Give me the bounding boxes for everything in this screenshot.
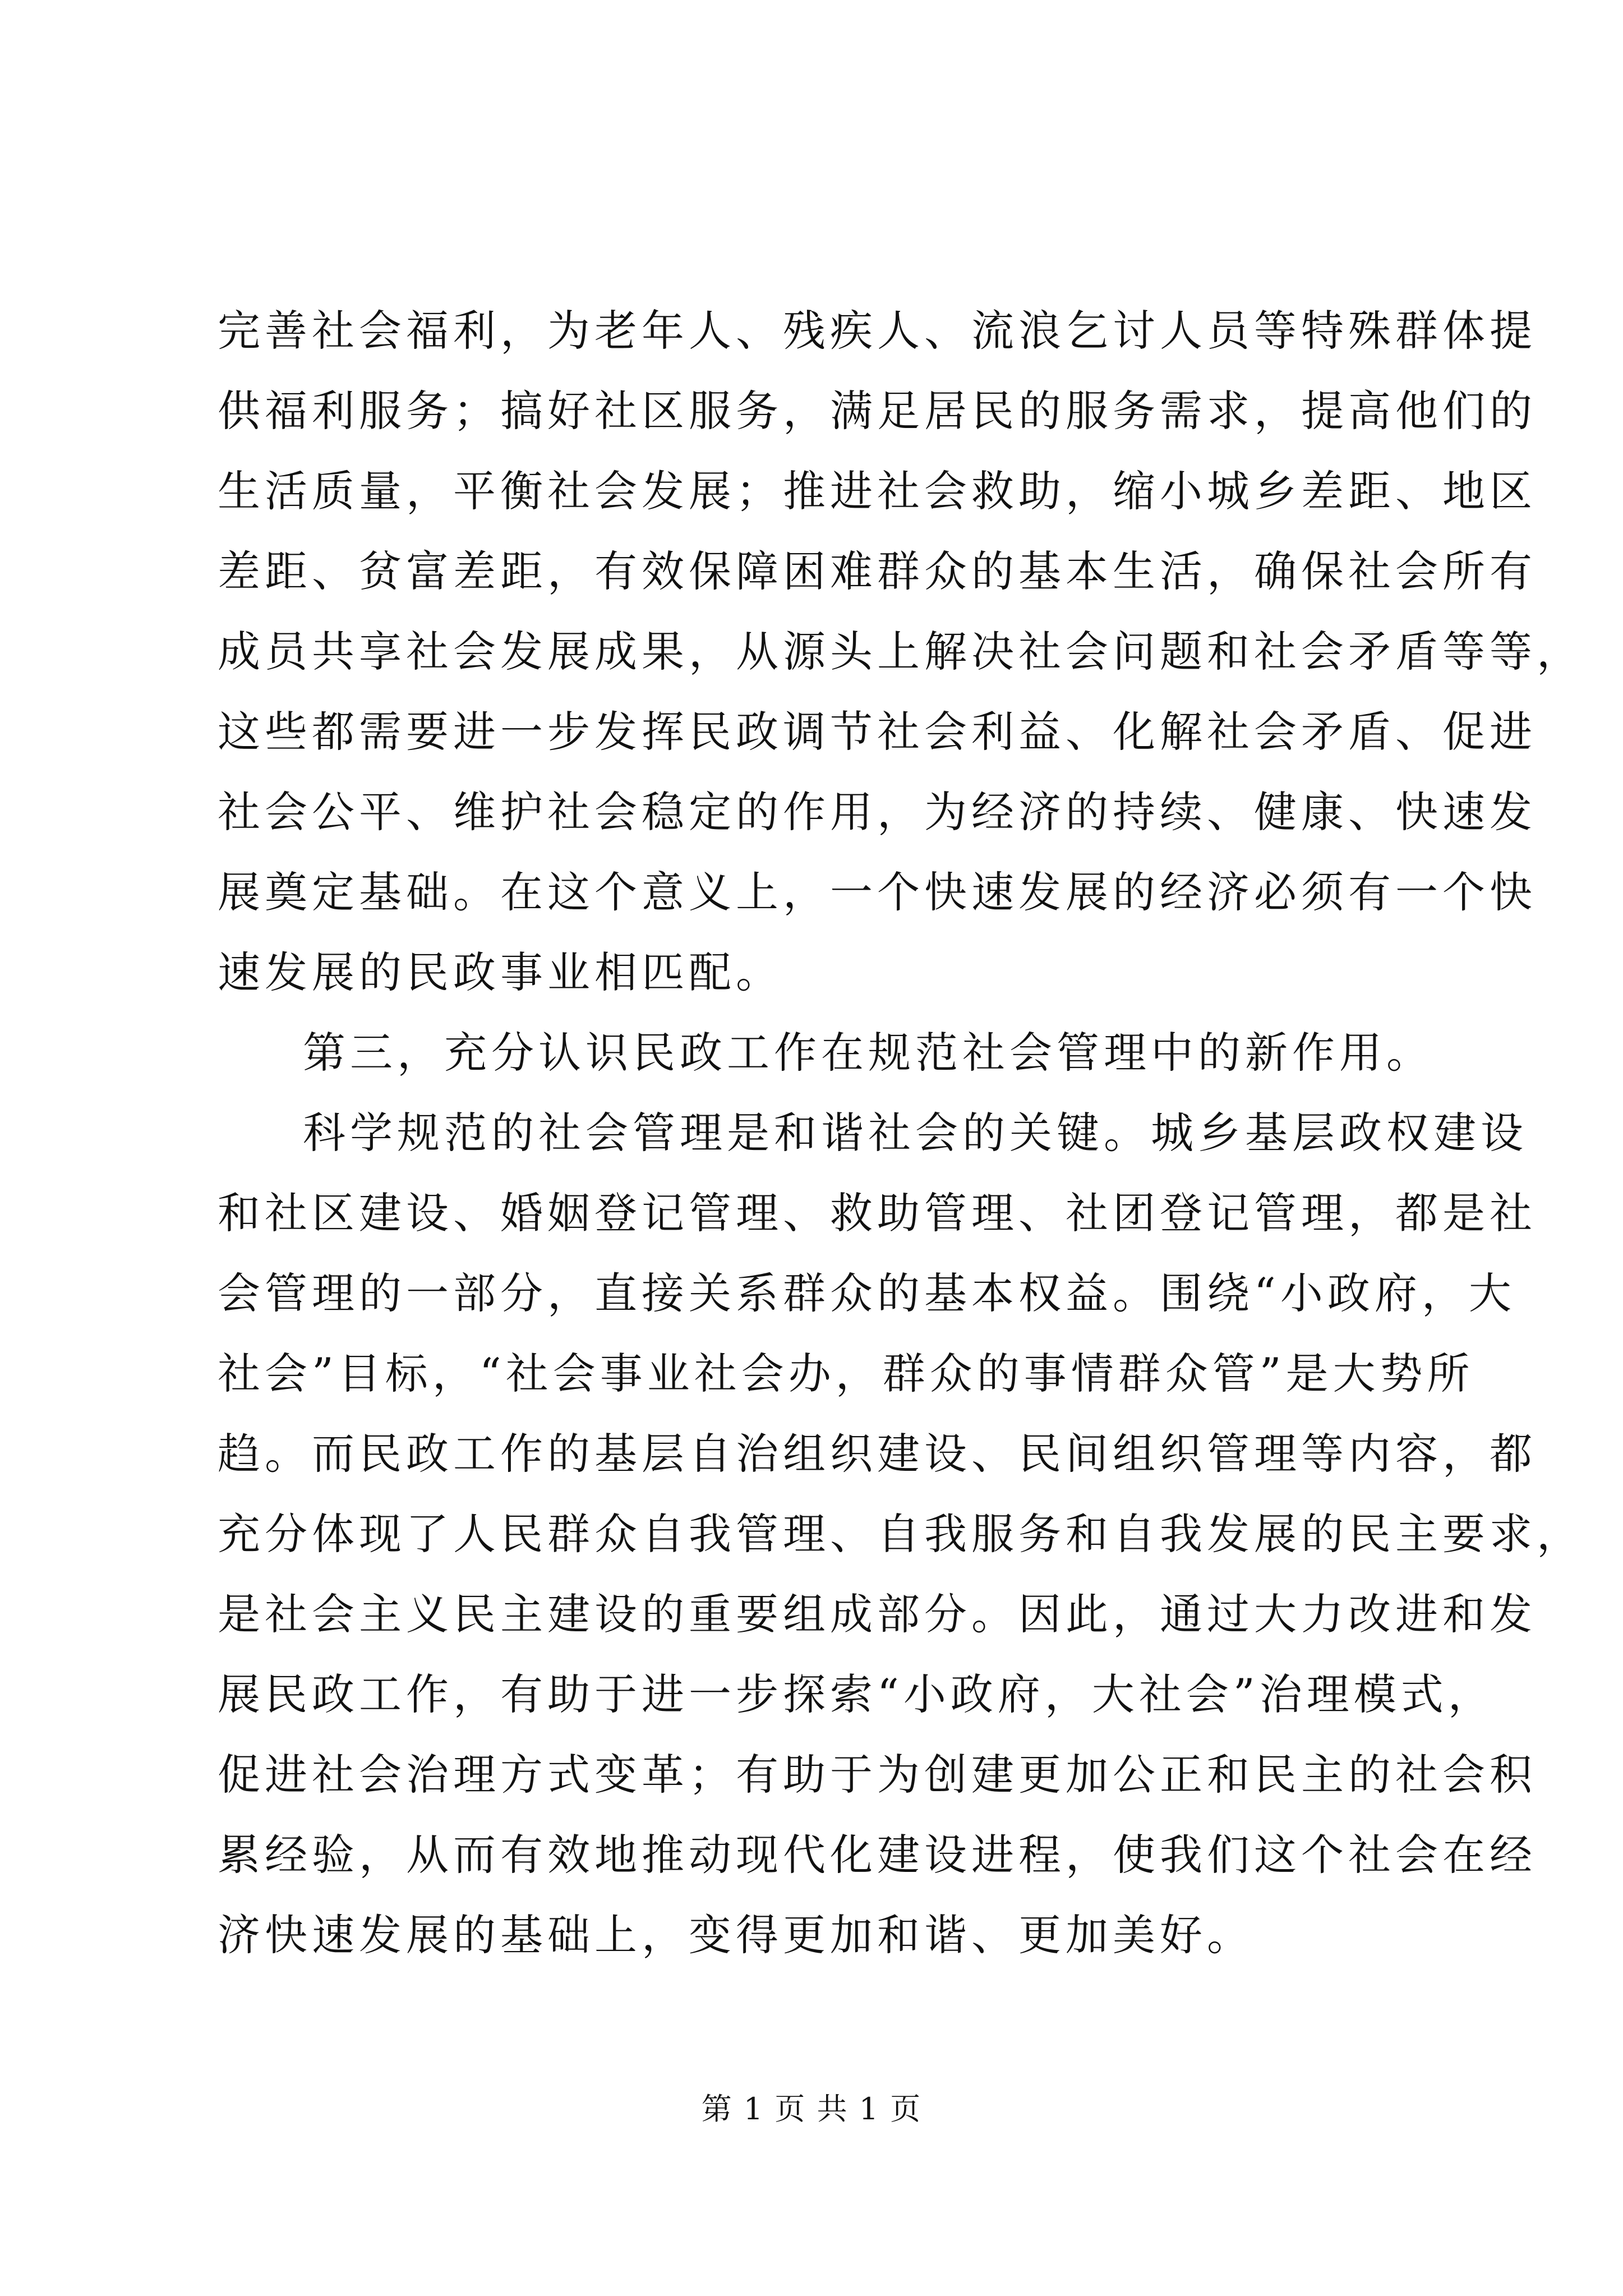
text-line: 和社区建设、婚姻登记管理、救助管理、社团登记管理，都是社 (218, 1188, 1537, 1238)
text-line: 社会公平、维护社会稳定的作用，为经济的持续、健康、快速发 (218, 787, 1537, 837)
text-line: 累经验，从而有效地推动现代化建设进程，使我们这个社会在经 (218, 1830, 1537, 1880)
text-line: 济快速发展的基础上，变得更加和谐、更加美好。 (218, 1910, 1254, 1960)
text-line: 会管理的一部分，直接关系群众的基本权益。围绕“小政府，大 (218, 1268, 1516, 1318)
text-line: 展奠定基础。在这个意义上，一个快速发展的经济必须有一个快 (218, 867, 1537, 917)
text-line: 社会”目标，“社会事业社会办，群众的事情群众管”是大势所 (218, 1349, 1474, 1398)
text-line: 这些都需要进一步发挥民政调节社会利益、化解社会矛盾、促进 (218, 707, 1537, 757)
page-number-footer: 第 1 页 共 1 页 (701, 2091, 922, 2127)
text-line: 差距、贫富差距，有效保障困难群众的基本生活，确保社会所有 (218, 546, 1537, 596)
text-line: 生活质量，平衡社会发展；推进社会救助，缩小城乡差距、地区 (218, 466, 1537, 516)
text-line: 充分体现了人民群众自我管理、自我服务和自我发展的民主要求， (218, 1509, 1584, 1559)
text-line: 是社会主义民主建设的重要组成部分。因此，通过大力改进和发 (218, 1589, 1537, 1639)
text-line: 成员共享社会发展成果，从源头上解决社会问题和社会矛盾等等， (218, 627, 1584, 677)
section-heading: 第三，充分认识民政工作在规范社会管理中的新作用。 (303, 1028, 1433, 1078)
text-line: 速发展的民政事业相匹配。 (218, 947, 783, 997)
text-line: 展民政工作，有助于进一步探索“小政府，大社会”治理模式， (218, 1669, 1495, 1719)
text-line: 促进社会治理方式变革；有助于为创建更加公正和民主的社会积 (218, 1750, 1537, 1800)
text-line: 完善社会福利，为老年人、残疾人、流浪乞讨人员等特殊群体提 (218, 306, 1537, 356)
paragraph-first-line: 科学规范的社会管理是和谐社会的关键。城乡基层政权建设 (303, 1108, 1528, 1158)
text-line: 趋。而民政工作的基层自治组织建设、民间组织管理等内容，都 (218, 1429, 1537, 1479)
text-line: 供福利服务；搞好社区服务，满足居民的服务需求，提高他们的 (218, 386, 1537, 436)
